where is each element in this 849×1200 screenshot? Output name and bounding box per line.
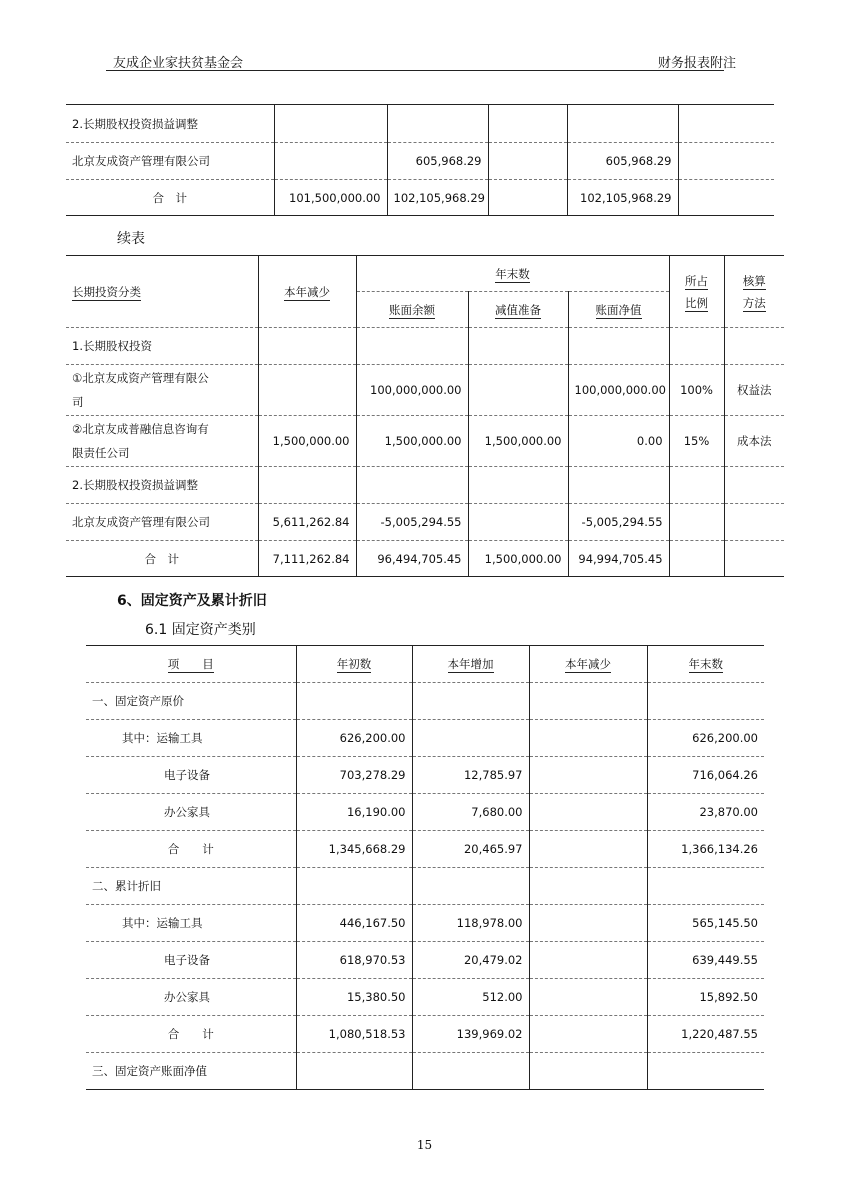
cell xyxy=(529,720,647,757)
page-number: 15 xyxy=(416,1138,433,1152)
section-6-title: 6、固定资产及累计折旧 xyxy=(117,593,267,609)
row-label: 二、累计折旧 xyxy=(92,879,161,893)
cell: 102,105,968.29 xyxy=(567,180,678,216)
table-row xyxy=(66,416,784,467)
header-end: 年末数 xyxy=(688,657,723,671)
cell xyxy=(529,905,647,942)
cell xyxy=(468,504,568,541)
cell xyxy=(488,105,567,143)
cell: 20,465.97 xyxy=(412,831,529,868)
cell: -5,005,294.55 xyxy=(568,504,669,541)
row-label: 1.长期股权投资 xyxy=(72,339,152,353)
header-book-balance: 账面余额 xyxy=(389,302,435,317)
cell xyxy=(568,467,669,504)
row-label: 其中：运输工具 xyxy=(122,731,203,745)
cell xyxy=(529,794,647,831)
cell xyxy=(296,1053,412,1090)
cell: 23,870.00 xyxy=(647,794,764,831)
cell xyxy=(274,105,387,143)
table-equity-continued xyxy=(66,104,774,216)
cell xyxy=(296,683,412,720)
cell xyxy=(468,328,568,365)
continued-label: 续表 xyxy=(117,231,145,247)
row-label: 三、固定资产账面净值 xyxy=(92,1064,207,1078)
cell xyxy=(678,105,774,143)
cell: 626,200.00 xyxy=(647,720,764,757)
table-row xyxy=(86,868,764,905)
cell xyxy=(258,467,356,504)
cell xyxy=(412,1053,529,1090)
header-ratio-2: 比例 xyxy=(685,295,709,310)
table-row xyxy=(86,1016,764,1053)
cell: 1,220,487.55 xyxy=(647,1016,764,1053)
cell xyxy=(647,1053,764,1090)
cell: 100,000,000.00 xyxy=(356,365,468,416)
cell xyxy=(356,328,468,365)
table-row xyxy=(86,794,764,831)
cell: 605,968.29 xyxy=(387,143,488,180)
row-label: 其中：运输工具 xyxy=(122,916,203,930)
cell xyxy=(669,504,724,541)
cell: 12,785.97 xyxy=(412,757,529,794)
header-begin: 年初数 xyxy=(336,657,372,671)
row-label: 2.长期股权投资损益调整 xyxy=(72,116,198,131)
row-label-cont: 司 xyxy=(72,395,84,409)
header-category: 长期投资分类 xyxy=(72,284,141,299)
cell: 1,500,000.00 xyxy=(468,416,568,467)
cell: 605,968.29 xyxy=(567,143,678,180)
header-ratio-1: 所占 xyxy=(685,273,709,288)
table-row xyxy=(66,143,774,180)
cell: 20,479.02 xyxy=(412,942,529,979)
cell xyxy=(488,143,567,180)
cell xyxy=(258,365,356,416)
cell: 15,380.50 xyxy=(296,979,412,1016)
section-6-1-title: 6.1 固定资产类别 xyxy=(145,622,256,638)
row-label: ②北京友成普融信息咨询有 xyxy=(72,422,209,436)
cell: 15,892.50 xyxy=(647,979,764,1016)
cell: 618,970.53 xyxy=(296,942,412,979)
cell: 100,000,000.00 xyxy=(568,365,669,416)
cell xyxy=(356,467,468,504)
header-method-1: 核算 xyxy=(742,273,766,288)
header-rule xyxy=(106,70,724,71)
header-increase: 本年增加 xyxy=(447,657,494,671)
table-row xyxy=(66,365,784,416)
table-row xyxy=(86,757,764,794)
cell: 7,111,262.84 xyxy=(258,541,356,577)
cell xyxy=(468,365,568,416)
header-year-end: 年末数 xyxy=(495,266,530,281)
cell xyxy=(412,683,529,720)
header-doc: 财务报表附注 xyxy=(657,56,736,71)
cell xyxy=(669,541,724,577)
cell xyxy=(724,467,784,504)
cell: 100% xyxy=(669,365,724,416)
table-header-row xyxy=(86,646,764,683)
cell: 0.00 xyxy=(568,416,669,467)
cell xyxy=(258,328,356,365)
cell: 16,190.00 xyxy=(296,794,412,831)
cell xyxy=(724,504,784,541)
row-label: 一、固定资产原价 xyxy=(92,694,184,708)
cell: 1,500,000.00 xyxy=(356,416,468,467)
cell xyxy=(568,328,669,365)
cell xyxy=(296,868,412,905)
cell: 5,611,262.84 xyxy=(258,504,356,541)
cell xyxy=(529,979,647,1016)
cell: 96,494,705.45 xyxy=(356,541,468,577)
cell xyxy=(647,683,764,720)
cell: 716,064.26 xyxy=(647,757,764,794)
table-row xyxy=(66,328,784,365)
cell: 94,994,705.45 xyxy=(568,541,669,577)
table-row xyxy=(86,905,764,942)
header-decrease: 本年减少 xyxy=(284,284,330,299)
cell xyxy=(529,942,647,979)
cell: 15% xyxy=(669,416,724,467)
header-decrease: 本年减少 xyxy=(565,657,611,671)
table-row xyxy=(66,504,784,541)
cell: 7,680.00 xyxy=(412,794,529,831)
cell xyxy=(274,143,387,180)
table-long-term-investment xyxy=(66,255,784,577)
header-method-2: 方法 xyxy=(742,295,766,310)
row-label: ①北京友成资产管理有限公 xyxy=(72,371,209,385)
cell xyxy=(488,180,567,216)
row-label: 北京友成资产管理有限公司 xyxy=(72,515,210,529)
cell: 118,978.00 xyxy=(412,905,529,942)
row-label: 办公家具 xyxy=(164,805,210,819)
cell xyxy=(529,1053,647,1090)
table-row xyxy=(86,720,764,757)
table-row xyxy=(66,180,774,216)
header-org: 友成企业家扶贫基金会 xyxy=(113,56,244,71)
cell xyxy=(529,683,647,720)
table-row xyxy=(66,541,784,577)
cell: 139,969.02 xyxy=(412,1016,529,1053)
cell xyxy=(529,831,647,868)
table-row xyxy=(86,979,764,1016)
cell xyxy=(669,467,724,504)
cell: 703,278.29 xyxy=(296,757,412,794)
cell xyxy=(678,180,774,216)
cell: 1,345,668.29 xyxy=(296,831,412,868)
cell: 626,200.00 xyxy=(296,720,412,757)
row-label: 电子设备 xyxy=(164,768,210,782)
cell: 512.00 xyxy=(412,979,529,1016)
table-header-row xyxy=(66,256,784,292)
cell xyxy=(647,868,764,905)
table-row xyxy=(66,105,774,143)
cell xyxy=(724,541,784,577)
row-label: 合 计 xyxy=(167,842,214,856)
cell: -5,005,294.55 xyxy=(356,504,468,541)
table-row xyxy=(86,683,764,720)
cell: 565,145.50 xyxy=(647,905,764,942)
row-label: 合 计 xyxy=(144,551,179,566)
cell: 1,080,518.53 xyxy=(296,1016,412,1053)
cell xyxy=(387,105,488,143)
row-label: 合 计 xyxy=(167,1027,214,1041)
cell xyxy=(724,328,784,365)
table-row xyxy=(86,831,764,868)
table-fixed-assets xyxy=(86,645,764,1090)
cell: 权益法 xyxy=(724,365,784,416)
cell xyxy=(567,105,678,143)
cell xyxy=(529,868,647,905)
cell: 102,105,968.29 xyxy=(387,180,488,216)
table-row xyxy=(86,942,764,979)
cell xyxy=(678,143,774,180)
row-label: 电子设备 xyxy=(164,953,210,967)
table-row xyxy=(66,467,784,504)
cell xyxy=(669,328,724,365)
cell xyxy=(468,467,568,504)
cell xyxy=(529,757,647,794)
row-label: 合 计 xyxy=(152,190,187,205)
cell: 1,500,000.00 xyxy=(258,416,356,467)
header-net-value: 账面净值 xyxy=(595,302,642,317)
cell: 446,167.50 xyxy=(296,905,412,942)
cell xyxy=(412,720,529,757)
header-impairment: 减值准备 xyxy=(495,302,541,317)
cell: 成本法 xyxy=(724,416,784,467)
cell xyxy=(412,868,529,905)
header-item: 项 目 xyxy=(167,657,214,671)
row-label: 2.长期股权投资损益调整 xyxy=(72,478,198,492)
cell xyxy=(529,1016,647,1053)
row-label-cont: 限责任公司 xyxy=(72,446,130,460)
cell: 639,449.55 xyxy=(647,942,764,979)
row-label: 办公家具 xyxy=(164,990,210,1004)
cell: 1,500,000.00 xyxy=(468,541,568,577)
row-label: 北京友成资产管理有限公司 xyxy=(72,154,210,168)
table-row xyxy=(86,1053,764,1090)
cell: 101,500,000.00 xyxy=(274,180,387,216)
cell: 1,366,134.26 xyxy=(647,831,764,868)
